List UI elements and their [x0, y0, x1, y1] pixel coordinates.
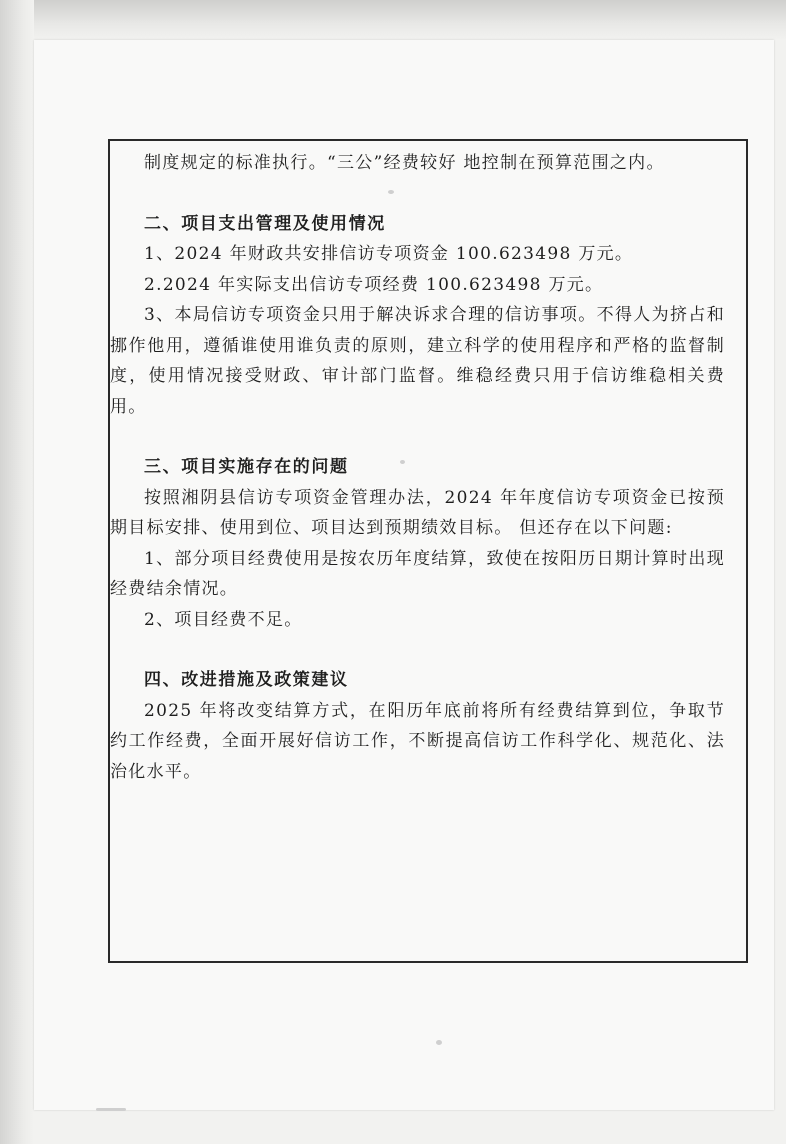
- section-2-item-1: 1、2024 年财政共安排信访专项资金 100.623498 万元。: [144, 244, 634, 264]
- scan-shadow-top: [0, 0, 786, 40]
- section-3-body: 按照湘阴县信访专项资金管理办法，2024 年年度信访专项资金已按预期目标安排、使用到位、项目达到预期绩效目标。 但还存在以下问题:: [110, 487, 725, 538]
- section-3-item-1: 1、部分项目经费使用是按农历年度结算，致使在按阳历日期计算时出现经费结余情况。: [110, 548, 725, 599]
- document-body: [110, 148, 725, 787]
- section-4-body: 2025 年将改变结算方式，在阳历年底前将所有经费结算到位，争取节约工作经费，全面开展好信访工作，不断提高信访工作科学化、规范化、法治化水平。: [110, 700, 725, 782]
- section-2-item-3: 3、本局信访专项资金只用于解决诉求合理的信访事项。不得人为挤占和挪作他用，遵循谁使用谁负责的原则，建立科学的使用程序和严格的监督制度，使用情况接受财政、审计部门监督。维稳经费只用于信访维稳相关费用。: [110, 305, 725, 417]
- scan-shadow-left: [0, 0, 34, 1144]
- section-2-heading: 二、项目支出管理及使用情况: [144, 213, 386, 234]
- scan-speck: [400, 460, 405, 464]
- scan-speck: [96, 1108, 126, 1111]
- intro-paragraph: 制度规定的标准执行。“三公”经费较好 地控制在预算范围之内。: [144, 153, 665, 173]
- section-4-heading: 四、改进措施及政策建议: [144, 670, 349, 690]
- section-2-item-2: 2.2024 年实际支出信访专项经费 100.623498 万元。: [144, 274, 604, 295]
- section-3-heading: 三、项目实施存在的问题: [144, 457, 349, 477]
- scan-speck: [388, 190, 394, 194]
- section-3-item-2: 2、项目经费不足。: [144, 609, 303, 630]
- scan-speck: [436, 1040, 442, 1045]
